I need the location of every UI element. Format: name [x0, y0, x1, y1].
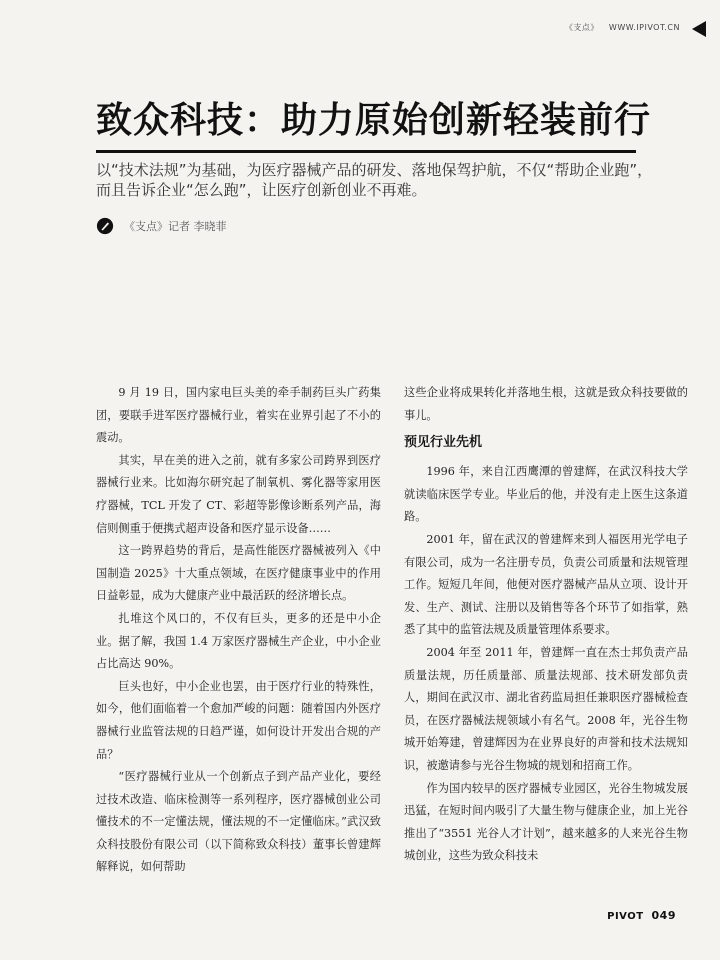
paragraph: 这些企业将成果转化并落地生根，这就是致众科技要做的事儿。 [404, 386, 688, 422]
triangle-marker-icon [692, 21, 706, 37]
article-title: 致众科技：助力原始创新轻装前行 [96, 100, 652, 141]
byline [96, 217, 227, 235]
paragraph: 2004 年至 2011 年，曾建辉一直在杰士邦负责产品质量法规，历任质量部、质量法规部、技术研发部负责人，期间在武汉市、湖北省药监局担任兼职医疗器械检查员，在医疗器械法规领域小有名气。2008 年，光谷生物城开始筹建，曾建辉因为在业界良好的声誉和技术法规知识，被邀请参与光谷生物城的规划和招商工作。 [404, 645, 688, 772]
paragraph: 9 月 19 日，国内家电巨头美的牵手制药巨头广药集团，要联手进军医疗器械行业，着实在业界引起了不小的震动。 [96, 386, 381, 445]
paragraph: 1996 年，来自江西鹰潭的曾建辉，在武汉科技大学就读临床医学专业。毕业后的他，并没有走上医生这条道路。 [404, 465, 688, 524]
paragraph: 巨头也好，中小企业也罢，由于医疗行业的特殊性，如今，他们面临着一个愈加严峻的问题：随着国内外医疗器械行业监管法规的日趋严谨，如何设计开发出合规的产品？ [96, 679, 381, 761]
section-heading: 预见行业先机 [404, 435, 483, 451]
paragraph: 这一跨界趋势的背后，是高性能医疗器械被列入《中国制造 2025》十大重点领域，在医疗健康事业中的作用日益彰显，成为大健康产业中最活跃的经济增长点。 [96, 544, 381, 603]
running-header [565, 22, 680, 33]
page-footer [607, 909, 676, 922]
title-divider [96, 150, 636, 153]
paragraph: 其实，早在美的进入之前，就有多家公司跨界到医疗器械行业来。比如海尔研究起了制氧机、雾化器等家用医疗器械，TCL 开发了 CT、彩超等影像诊断系列产品，海信则侧重于便携式超声设备和医疗显示设备…… [96, 453, 381, 535]
page-number: 049 [651, 909, 676, 922]
magazine-name: PIVOT [607, 911, 644, 922]
paragraph: 扎堆这个风口的，不仅有巨头，更多的还是中小企业。据了解，我国 1.4 万家医疗器械生产企业，中小企业占比高达 90%。 [96, 611, 381, 671]
byline-text: 《支点》记者 李晓菲 [124, 220, 227, 233]
left-column [96, 382, 381, 879]
section-name: 《支点》 [564, 23, 599, 32]
paragraph: 2001 年，留在武汉的曾建辉来到人福医用光学电子有限公司，成为一名注册专员，负责公司质量和法规管理工作。短短几年间，他便对医疗器械产品从立项、设计开发、生产、测试、注册以及销售等各个环节了如指掌，熟悉了其中的监管法规及质量管理体系要求。 [404, 532, 688, 637]
paragraph: 作为国内较早的医疗器械专业园区，光谷生物城发展迅猛，在短时间内吸引了大量生物与健康企业，加上光谷推出了“3551 光谷人才计划”，越来越多的人来光谷生物城创业，这些为致众科技未 [404, 781, 688, 863]
right-column [404, 382, 688, 868]
pen-icon [96, 217, 114, 235]
paragraph: “医疗器械行业从一个创新点子到产品产业化，要经过技术改造、临床检测等一系列程序，医疗器械创业公司懂技术的不一定懂法规，懂法规的不一定懂临床。”武汉致众科技股份有限公司（以下简称致众科技）董事长曾建辉解释说，如何帮助 [96, 770, 381, 874]
article-deck: 以“技术法规”为基础，为医疗器械产品的研发、落地保驾护航，不仅“帮助企业跑”，而且告诉企业“怎么跑”，让医疗创新创业不再难。 [96, 161, 653, 199]
website-url: WWW.IPIVOT.CN [608, 23, 680, 32]
